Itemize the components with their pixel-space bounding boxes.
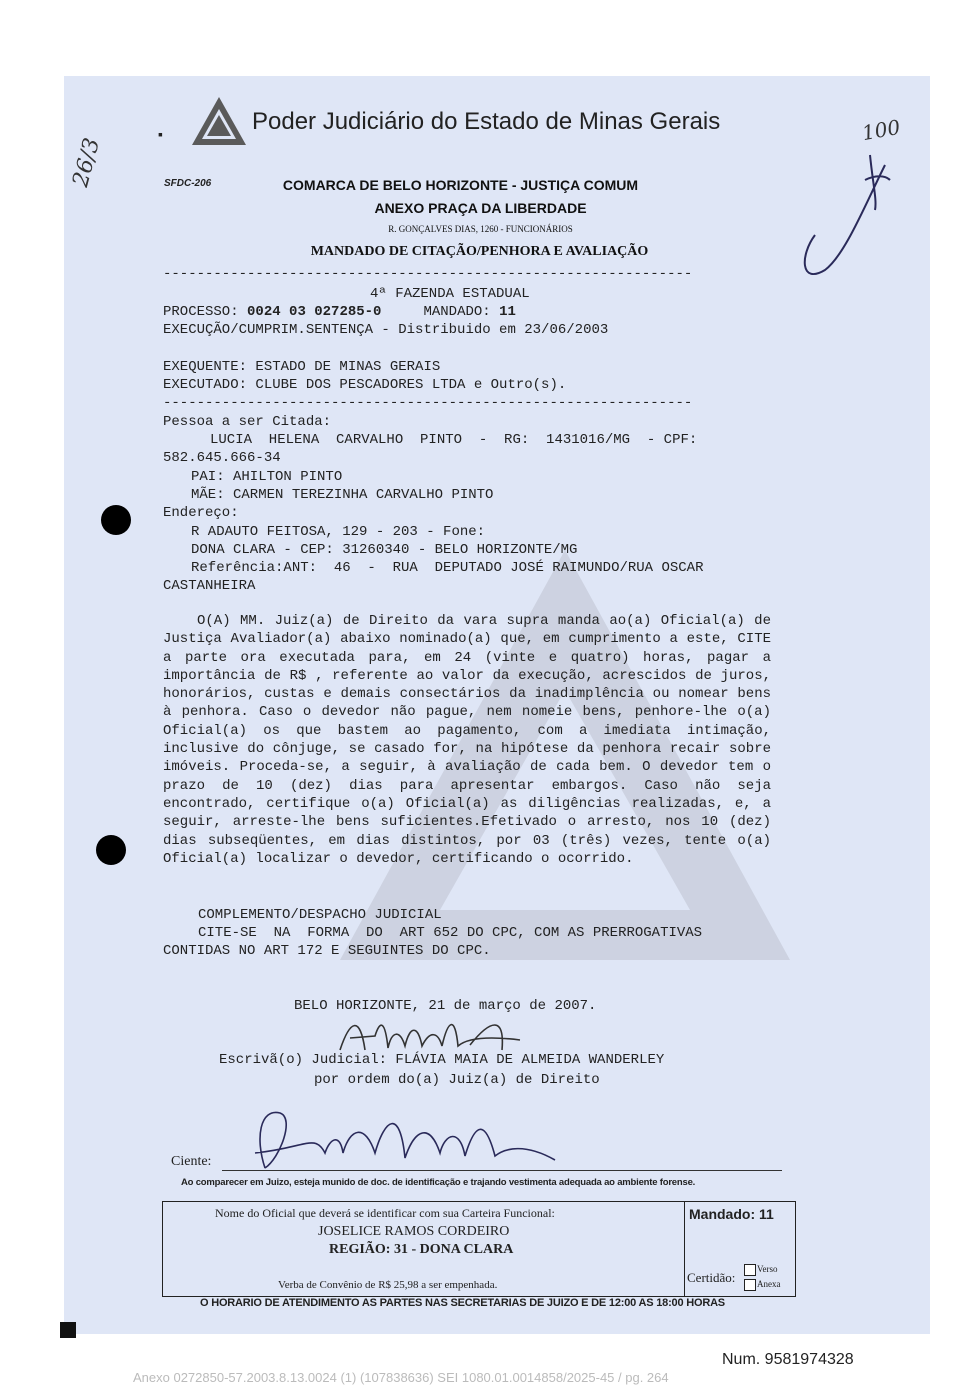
tipo-line: EXECUÇÃO/CUMPRIM.SENTENÇA - Distribuido em 23/06/2003 <box>163 322 609 338</box>
officer-label: Nome do Oficial que deverá se identificar com sua Carteira Funcional: <box>215 1206 555 1220</box>
address-line-1: R ADAUTO FEITOSA, 129 - 203 - Fone: <box>191 524 486 540</box>
certidao-label: Certidão: <box>687 1270 736 1285</box>
separator-middle: --------------------------------------------------------------- <box>163 395 693 411</box>
document-number: Num. 9581974328 <box>722 1351 854 1368</box>
officer-box <box>162 1201 796 1297</box>
by-order: por ordem do(a) Juiz(a) de Direito <box>314 1072 600 1088</box>
handwritten-right-note: 100 <box>860 114 902 146</box>
warrant-paragraph <box>163 612 771 868</box>
box-divider <box>684 1202 685 1296</box>
mandado-number: 11 <box>499 304 516 320</box>
mandado-label: MANDADO: <box>423 304 491 320</box>
person-cpf: 582.645.666-34 <box>163 450 281 466</box>
complemento-heading: COMPLEMENTO/DESPACHO JUDICIAL <box>198 907 442 923</box>
anexa-label: Anexa <box>757 1279 781 1289</box>
address-reference-cont: CASTANHEIRA <box>163 578 256 594</box>
separator-top: --------------------------------------------------------------- <box>163 266 693 282</box>
address-label: Endereço: <box>163 505 239 521</box>
court-logo-icon <box>190 95 248 147</box>
header-line-2: ANEXO PRAÇA DA LIBERDADE <box>374 200 587 216</box>
person-label: Pessoa a ser Citada: <box>163 414 332 430</box>
processo-line <box>163 303 516 321</box>
office-hours: O HORARIO DE ATENDIMENTO AS PARTES NAS SECRETARIAS DE JUIZO E DE 12:00 AS 18:00 HORAS <box>200 1297 725 1309</box>
form-code: SFDC-206 <box>164 178 212 189</box>
punch-hole-top <box>101 505 131 535</box>
address-line-2: DONA CLARA - CEP: 31260340 - BELO HORIZONTE/MG <box>191 542 578 558</box>
vara: 4ª FAZENDA ESTADUAL <box>370 286 530 302</box>
bullet-mark: ▪ <box>158 126 163 142</box>
person-father: PAI: AHILTON PINTO <box>191 469 343 485</box>
page-metadata: Anexo 0272850-57.2003.8.13.0024 (1) (107838636) SEI 1080.01.0014858/2025-45 / pg. 264 <box>133 1370 669 1385</box>
officer-name: JOSELICE RAMOS CORDEIRO <box>318 1224 510 1239</box>
header-address: R. GONÇALVES DIAS, 1260 - FUNCIONÁRIOS <box>388 224 573 234</box>
verso-label: Verso <box>757 1264 778 1274</box>
executado: EXECUTADO: CLUBE DOS PESCADORES LTDA e Outro(s). <box>163 377 567 393</box>
court-name: Poder Judiciário do Estado de Minas Gerais <box>252 108 721 135</box>
anexa-checkbox[interactable] <box>744 1279 756 1291</box>
clerk-name: Escrivã(o) Judicial: FLÁVIA MAIA DE ALMEIDA WANDERLEY <box>219 1052 665 1068</box>
box-mandado: Mandado: 11 <box>689 1206 774 1222</box>
despacho-line-1: CITE-SE NA FORMA DO ART 652 DO CPC, COM AS PRERROGATIVAS <box>198 925 703 941</box>
header-line-1: COMARCA DE BELO HORIZONTE - JUSTIÇA COMUM <box>282 177 639 193</box>
dress-notice: Ao comparecer em Juizo, esteja munido de doc. de identificação e trajando vestimenta adequada ao ambiente forense. <box>181 1177 696 1188</box>
ciente-label: Ciente: <box>171 1154 212 1169</box>
officer-region: REGIÃO: 31 - DONA CLARA <box>329 1242 514 1257</box>
person-mother: MÃE: CARMEN TEREZINHA CARVALHO PINTO <box>191 487 494 503</box>
verso-checkbox[interactable] <box>744 1264 756 1276</box>
ciente-signature <box>225 1098 565 1178</box>
exequente: EXEQUENTE: ESTADO DE MINAS GERAIS <box>163 359 441 375</box>
processo-number: 0024 03 027285-0 <box>247 304 382 320</box>
signature-line <box>222 1170 782 1171</box>
scan-corner-shadow <box>60 1322 76 1338</box>
punch-hole-bottom <box>96 835 126 865</box>
despacho-line-2: CONTIDAS NO ART 172 E SEGUINTES DO CPC. <box>163 943 491 959</box>
address-reference: Referência:ANT: 46 - RUA DEPUTADO JOSÉ RAIMUNDO/RUA OSCAR <box>191 560 704 576</box>
processo-label: PROCESSO: <box>163 304 239 320</box>
document-title: MANDADO DE CITAÇÃO/PENHORA E AVALIAÇÃO <box>310 244 649 259</box>
handwritten-check-mark <box>795 145 905 285</box>
handwritten-left-note: 26/3 <box>68 135 106 190</box>
verba: Verba de Convênio de R$ 25,98 a ser empenhada. <box>278 1279 498 1291</box>
issue-date: BELO HORIZONTE, 21 de março de 2007. <box>294 998 597 1014</box>
warrant-text: O(A) MM. Juiz(a) de Direito da vara supra manda ao(a) Oficial(a) de Justiça Avaliador(a) abaixo nominado(a) que, em cumprimento a este, CITE a parte ora executada para, em 24 (vinte e quatro) horas, pagar a importância de R$ , referente ao valor da execução, acrescidos de juros, honorários, custas e demais consectários da inadimplência ou nomear bens à penhora. Caso o devedor não pague, nem nomeie bens, penhore-lhe o(a) Oficial(a) os que bastem ao pagamento, com a imediata intimação, inclusive do cônjuge, se casado for, na hipótese da penhora recair sobre imóveis. Proceda-se, a seguir, à avaliação de cada bem. O devedor tem o prazo de 10 (dez) dias para apresentar embargos. Caso não seja encontrado, certifique o(a) Oficial(a) as diligências realizadas, e, a seguir, arreste-lhe bens suficientes.Efetivado o arresto, nos 10 (dez) dias subseqüentes, em dias distintos, por 03 (três) vezes, tente o(a) Oficial(a) localizar o devedor, certificando o ocorrido. <box>163 613 771 867</box>
person-name-line: LUCIA HELENA CARVALHO PINTO - RG: 1431016/MG - CPF: <box>210 432 698 448</box>
